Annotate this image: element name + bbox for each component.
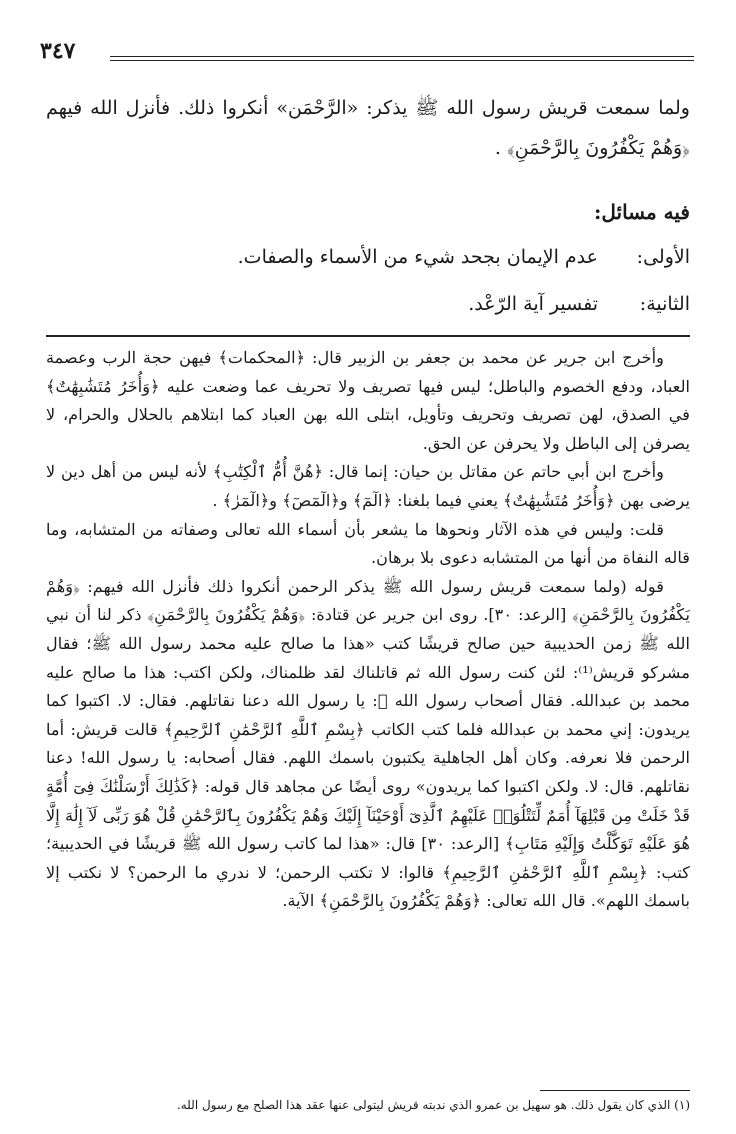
header-rule (110, 56, 694, 61)
section-divider (46, 335, 690, 337)
page-number: ٣٤٧ (40, 38, 76, 64)
issue-item (46, 246, 690, 268)
issues-heading: فيه مسائل: (593, 200, 690, 224)
commentary-paragraph: قوله (ولما سمعت قريش رسول الله ﷺ يذكر الرحمن أنكروا ذلك فأنزل الله فيهم: ﴿وَهُمْ يَكْفُرُونَ بِالرَّحْمَنِ﴾ [الرعد: ٣٠]. روى ابن جرير عن قتادة: ﴿وَهُمْ يَكْفُرُونَ بِالرَّحْمَنِ﴾ ذكر لنا أن نبي الله ﷺ زمن الحديبية حين صالح قريشًا كتب «هذا ما صالح عليه محمد رسول الله ﷺ؛ فقال مشركو قريش⁽¹⁾: لئن كنت رسول الله ثم قاتلناك لقد ظلمناك، ولكن اكتب: هذا ما صالح عليه محمد بن عبدالله. فقال أصحاب رسول الله ﷺ: يا رسول الله دعنا نقاتلهم. فقال: لا. اكتبوا كما يريدون: إني محمد بن عبدالله فلما كتب الكاتب ﴿بِسْمِ ٱللَّهِ ٱلرَّحْمَٰنِ ٱلرَّحِيمِ﴾ قالت قريش: أما الرحمن فلا نعرفه. وكان أهل الجاهلية يكتبون باسمك اللهم. فقال أصحابه: يا رسول الله! دعنا نقاتلهم. قال: لا. ولكن اكتبوا كما يريدون» روى أيضًا عن مجاهد قال قوله: ﴿كَذَٰلِكَ أَرْسَلْنَٰكَ فِىٓ أُمَّةٍ قَدْ خَلَتْ مِن قَبْلِهَآ أُمَمٌ لِّتَتْلُوَا۟ عَلَيْهِمُ ٱلَّذِىٓ أَوْحَيْنَآ إِلَيْكَ وَهُمْ يَكْفُرُونَ بِٱلرَّحْمَٰنِ قُلْ هُوَ رَبِّى لَآ إِلَٰهَ إِلَّا هُوَ عَلَيْهِ تَوَكَّلْتُ وَإِلَيْهِ مَتَابِ﴾ [الرعد: ٣٠] قال: «هذا لما كاتب رسول الله ﷺ قريشًا في الحديبية؛ كتب: ﴿بِسْمِ ٱللَّهِ ٱلرَّحْمَٰنِ ٱلرَّحِيمِ﴾ قالوا: لا تكتب الرحمن؛ لا ندري ما الرحمن؟ لا نكتب إلا باسمك اللهم». قال الله تعالى: ﴿وَهُمْ يَكْفُرُونَ بِالرَّحْمَنِ﴾ الآية. (46, 576, 691, 911)
issue-item (46, 293, 690, 315)
commentary-paragraph: وأخرج ابن جرير عن محمد بن جعفر بن الزبير قال: ﴿المحكمات﴾ فيهن حجة الرب وعصمة العباد، ودفع الخصوم والباطل؛ ليس فيها تصريف ولا تحريف عما وضعت عليه ﴿وَأُخَرُ مُتَشَٰبِهَٰتٌ﴾ في الصدق، لهن تصريف وتحريف وتأويل، ابتلى الله بهن العباد كما ابتلاهم بالحلال والحرام، لا يصرفن إلى الباطل ولا يحرفن عن الحق. (46, 348, 690, 453)
issue-label: الأولى: (636, 246, 690, 268)
footnote: (١) الذي كان يقول ذلك. هو سهيل بن عمرو الذي ندبته قريش ليتولى عنها عقد هذا الصلح مع رسول الله. (176, 1098, 690, 1112)
main-paragraph: ولما سمعت قريش رسول الله ﷺ يذكر: «الرَّحْمَن» أنكروا ذلك. فأنزل الله فيهم ﴿وَهُمْ يَكْفُرُونَ بِالرَّحْمَنِ﴾ . (46, 97, 690, 159)
commentary-paragraph: قلت: وليس في هذه الآثار ونحوها ما يشعر بأن أسماء الله تعالى وصفاته من المتشابه، وما قاله النفاة من أنها من المتشابه دعوى بلا برهان. (46, 519, 690, 568)
issue-text: تفسير آية الرّعْد. (468, 293, 598, 315)
issue-label: الثانية: (639, 293, 690, 315)
issue-text: عدم الإيمان بجحد شيء من الأسماء والصفات. (237, 246, 598, 268)
commentary-paragraph: وأخرج ابن أبي حاتم عن مقاتل بن حيان: إنما قال: ﴿هُنَّ أُمُّ ٱلْكِتَٰبِ﴾ لأنه ليس من أهل دين لا يرضى بهن ﴿وَأُخَرُ مُتَشَٰبِهَٰتٌ﴾ يعني فيما بلغنا: ﴿الٓمٓ﴾ و﴿الٓمٓصٓ﴾ و﴿الٓمٓرٰ﴾ . (46, 462, 690, 510)
commentary-section (46, 344, 690, 916)
footnote-rule (540, 1090, 690, 1091)
